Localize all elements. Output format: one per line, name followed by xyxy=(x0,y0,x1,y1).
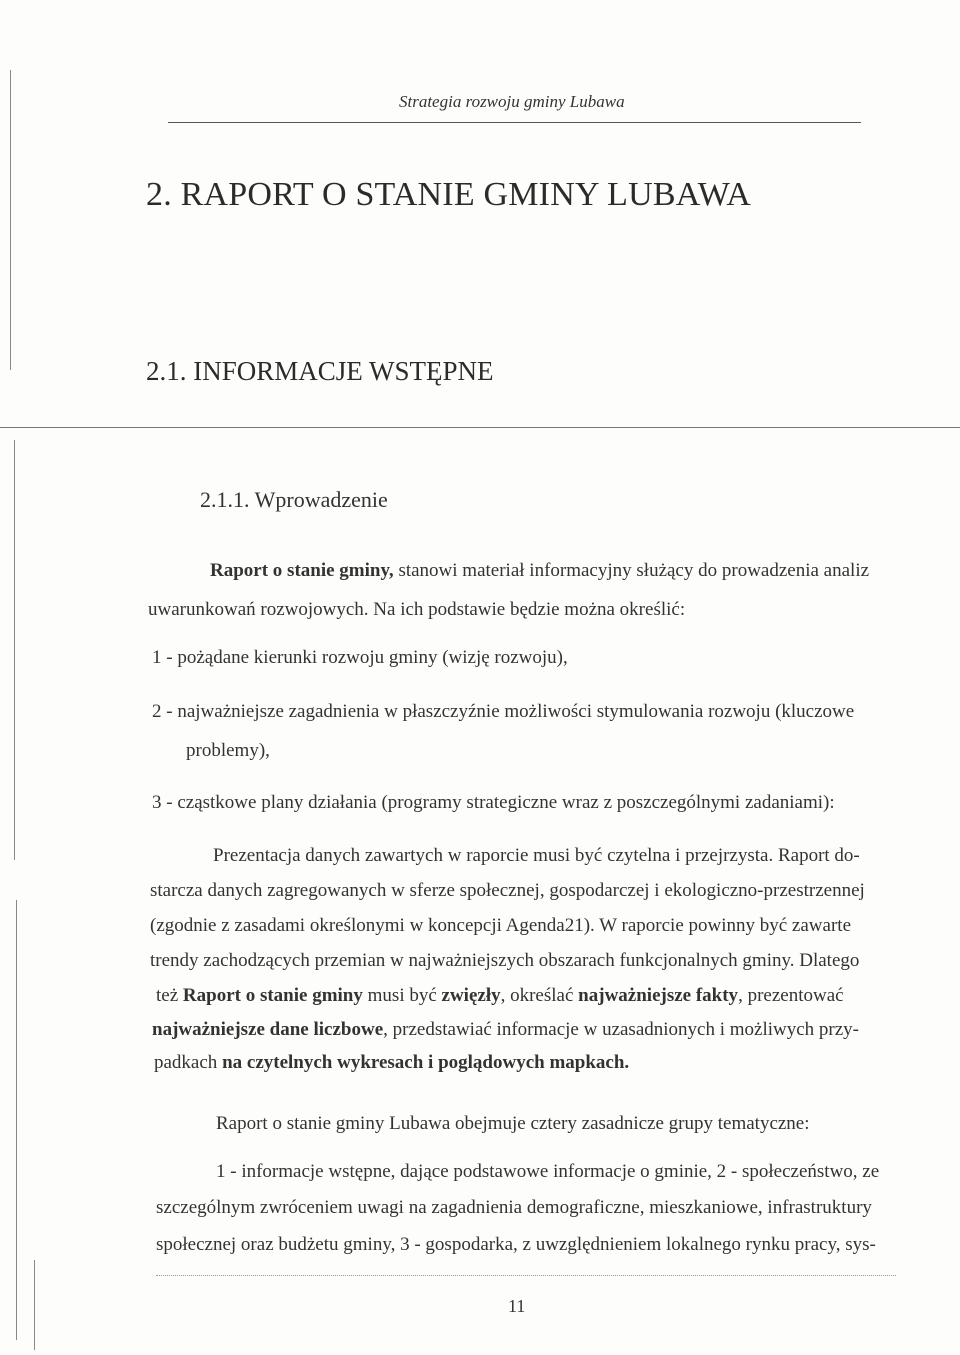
list-item: 2 - najważniejsze zagadnienia w płaszczyźnie możliwości stymulowania rozwoju (kluczowe xyxy=(152,701,855,722)
chapter-title: 2. RAPORT O STANIE GMINY LUBAWA xyxy=(146,176,752,213)
text-span: stanowi materiał informacyjny służący do prowadzenia analiz xyxy=(393,560,870,581)
running-header: Strategia rozwoju gminy Lubawa xyxy=(399,92,625,111)
scan-margin-line xyxy=(16,900,17,1340)
footer-rule xyxy=(156,1275,896,1276)
text-span: , prezentować xyxy=(738,985,844,1006)
bold-term: najważniejsze fakty xyxy=(578,985,739,1006)
bold-term: na czytelnych wykresach i poglądowych mapkach. xyxy=(222,1052,630,1073)
paragraph-line: 1 - informacje wstępne, dające podstawowe informacje o gminie, 2 - społeczeństwo, ze xyxy=(216,1161,880,1182)
scan-margin-line xyxy=(14,440,15,860)
section-rule xyxy=(0,427,960,428)
text-span: musi być xyxy=(362,985,442,1006)
paragraph-line xyxy=(156,985,844,1007)
paragraph-line: Raport o stanie gminy Lubawa obejmuje cztery zasadnicze grupy tematyczne: xyxy=(216,1113,810,1134)
paragraph-line: (zgodnie z zasadami określonymi w koncepcji Agenda21). W raporcie powinny być zawarte xyxy=(150,915,851,936)
paragraph-line: szczególnym zwróceniem uwagi na zagadnienia demograficzne, mieszkaniowe, infrastruktury xyxy=(156,1197,872,1218)
list-item: 1 - pożądane kierunki rozwoju gminy (wizję rozwoju), xyxy=(152,647,568,668)
paragraph-line: trendy zachodzących przemian w najważniejszych obszarach funkcjonalnych gminy. Dlatego xyxy=(150,950,860,971)
bold-term: najważniejsze dane liczbowe xyxy=(152,1019,384,1040)
bold-term: zwięzły xyxy=(441,985,501,1006)
text-span: , określać xyxy=(500,985,579,1006)
text-span: , przedstawiać informacje w uzasadnionych i możliwych przy- xyxy=(383,1019,860,1040)
list-item-continuation: problemy), xyxy=(186,740,270,761)
scan-margin-line xyxy=(10,70,11,370)
page-number: 11 xyxy=(508,1296,526,1316)
header-rule xyxy=(168,122,861,123)
list-item: 3 - cząstkowe plany działania (programy strategiczne wraz z poszczególnymi zadaniami): xyxy=(152,792,835,813)
paragraph-line: uwarunkowań rozwojowych. Na ich podstawie będzie można określić: xyxy=(148,599,686,620)
paragraph-line: starcza danych zagregowanych w sferze społecznej, gospodarczej i ekologiczno-przestrzennej xyxy=(150,880,865,901)
paragraph-line xyxy=(210,560,869,582)
paragraph-line xyxy=(154,1052,629,1074)
section-title: 2.1. INFORMACJE WSTĘPNE xyxy=(146,356,494,386)
scan-margin-line xyxy=(34,1260,35,1350)
subsection-title: 2.1.1. Wprowadzenie xyxy=(200,487,388,512)
paragraph-line: Prezentacja danych zawartych w raporcie musi być czytelna i przejrzysta. Raport do- xyxy=(213,845,860,866)
paragraph-line xyxy=(152,1019,859,1041)
bold-term: Raport o stanie gminy xyxy=(182,985,363,1006)
text-span: padkach xyxy=(154,1052,223,1073)
text-span: też xyxy=(156,985,183,1006)
paragraph-line: społecznej oraz budżetu gminy, 3 - gospodarka, z uwzględnieniem lokalnego rynku pracy, sys- xyxy=(156,1234,876,1255)
bold-term: Raport o stanie gminy, xyxy=(210,560,394,581)
